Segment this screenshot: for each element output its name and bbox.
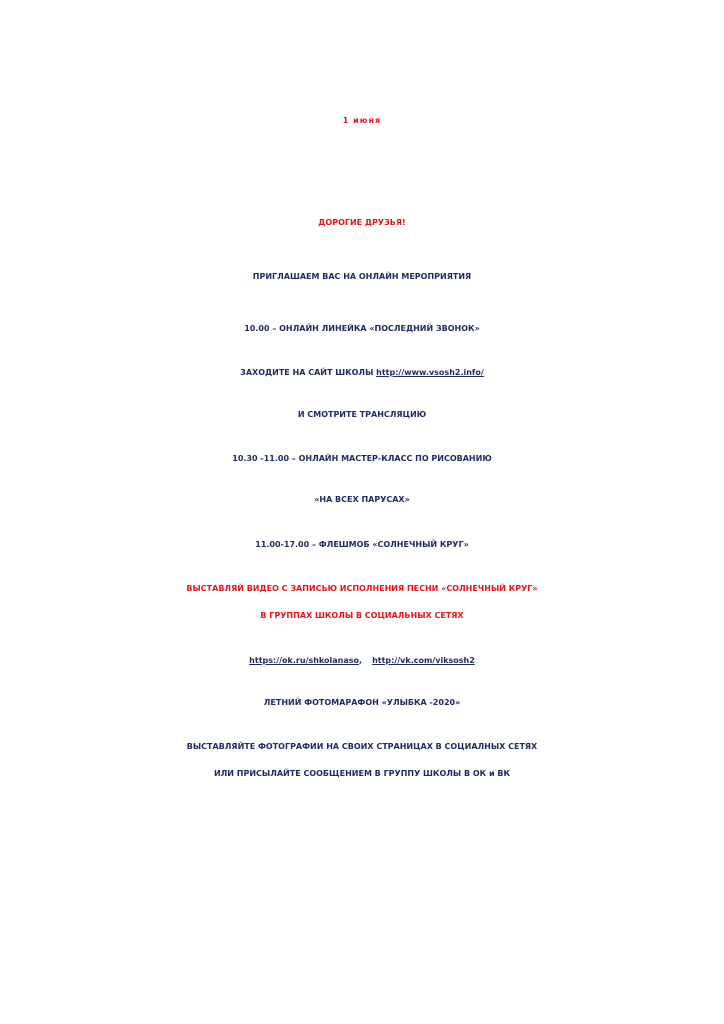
event-line-ceremony: 10.00 – ОНЛАЙН ЛИНЕЙКА «ПОСЛЕДНИЙ ЗВОНОК» — [244, 324, 480, 333]
page-title: 1 июня — [342, 116, 382, 125]
greeting-heading: ДОРОГИЕ ДРУЗЬЯ! — [318, 218, 406, 227]
event-line-masterclass: 10.30 -11.00 – ОНЛАЙН МАСТЕР-КЛАСС ПО РИСОВАНИЮ — [232, 454, 492, 463]
event-line-flashmob: 11.00-17.00 – ФЛЕШМОБ «СОЛНЕЧНЫЙ КРУГ» — [255, 540, 469, 549]
school-site-link[interactable]: http://www.vsosh2.info/ — [376, 368, 484, 377]
photomarathon-heading: ЛЕТНИЙ ФОТОМАРАФОН «УЛЫБКА -2020» — [263, 698, 461, 707]
link-separator: , — [359, 656, 363, 665]
site-line — [0, 362, 724, 384]
site-prefix: ЗАХОДИТЕ НА САЙТ ШКОЛЫ — [240, 368, 377, 377]
photo-call-line-1: ВЫСТАВЛЯЙТЕ ФОТОГРАФИИ НА СВОИХ СТРАНИЦАХ В СОЦИАЛНЫХ СЕТЯХ — [186, 742, 538, 751]
social-links-line — [0, 650, 724, 672]
masterclass-name: «НА ВСЕХ ПАРУСАХ» — [314, 495, 410, 504]
ok-group-link[interactable]: https://ok.ru/shkolanaso — [249, 656, 360, 665]
flashmob-call-line-2: В ГРУППАХ ШКОЛЫ В СОЦИАЛЬНЫХ СЕТЯХ — [260, 611, 464, 620]
flashmob-call-line-1: ВЫСТАВЛЯЙ ВИДЕО С ЗАПИСЬЮ ИСПОЛНЕНИЯ ПЕСНИ «СОЛНЕЧНЫЙ КРУГ» — [186, 584, 538, 593]
invite-heading: ПРИГЛАШАЕМ ВАС НА ОНЛАЙН МЕРОПРИЯТИЯ — [252, 272, 472, 281]
photo-call-line-2: ИЛИ ПРИСЫЛАЙТЕ СООБЩЕНИЕМ В ГРУППУ ШКОЛЫ В ОК и ВК — [213, 769, 511, 778]
vk-group-link[interactable]: http://vk.com/viksosh2 — [372, 656, 475, 665]
watch-line: И СМОТРИТЕ ТРАНСЛЯЦИЮ — [297, 410, 427, 419]
